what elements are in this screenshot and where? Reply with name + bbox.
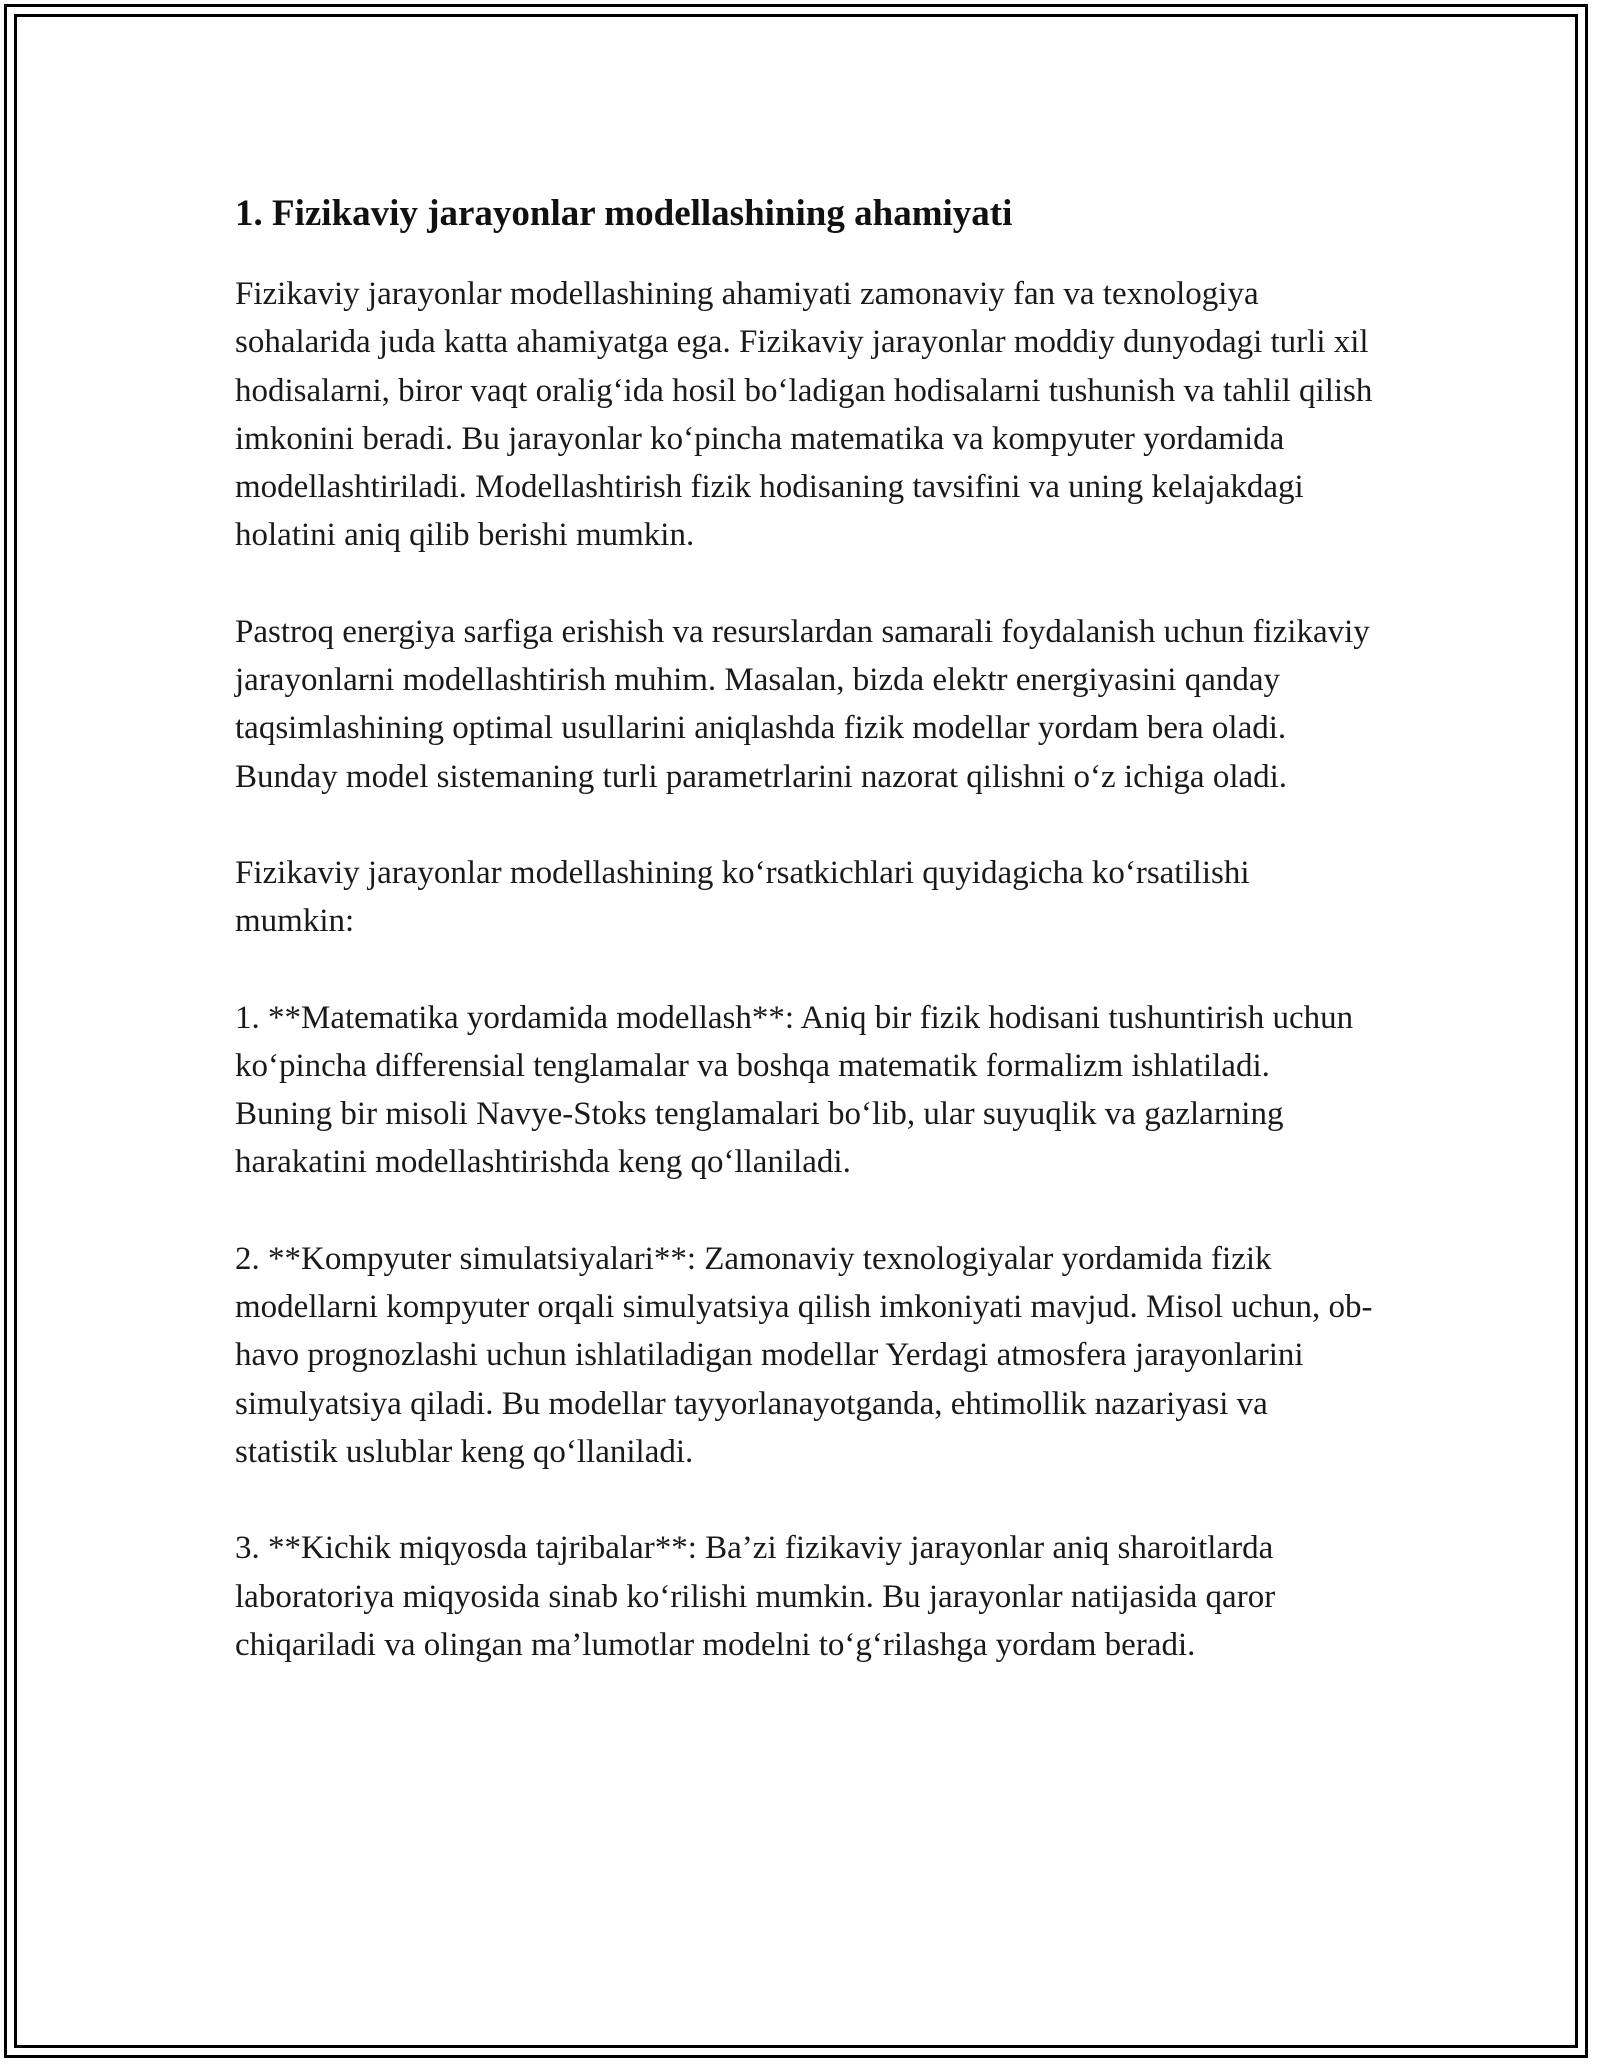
- paragraph-intro: Fizikaviy jarayonlar modellashining ahamiyati zamonaviy fan va texnologiya sohalarida juda katta ahamiyatga ega. Fizikaviy jarayonlar moddiy dunyodagi turli xil hodisalarni, biror vaqt oralig‘ida hosil bo‘ladigan hodisalarni tushunish va tahlil qilish imkonini beradi. Bu jarayonlar ko‘pincha matematika va kompyuter yordamida modellashtiriladi. Modellashtirish fizik hodisaning tavsifini va uning kelajakdagi holatini aniq qilib berishi mumkin.: [235, 276, 1373, 554]
- list-item-computer-simulations: 2. **Kompyuter simulatsiyalari**: Zamonaviy texnologiyalar yordamida fizik modellarni kompyuter orqali simulyatsiya qilish imkoniyati mavjud. Misol uchun, ob-havo prognozlashi uchun ishlatiladigan modellar Yerdagi atmosfera jarayonlarini simulyatsiya qiladi. Bu modellar tayyorlanayotganda, ehtimollik nazariyasi va statistik uslublar keng qo‘llaniladi.: [235, 1240, 1373, 1470]
- list-item-small-scale-experiments: 3. **Kichik miqyosda tajribalar**: Ba’zi fizikaviy jarayonlar aniq sharoitlarda laboratoriya miqyosida sinab ko‘rilishi mumkin. Bu jarayonlar natijasida qaror chiqariladi va olingan ma’lumotlar modelni to‘g‘rilashga yordam beradi.: [235, 1530, 1276, 1663]
- document-body: [235, 188, 1375, 1717]
- paragraph-energy: Pastroq energiya sarfiga erishish va resurslardan samarali foydalanish uchun fizikaviy jarayonlarni modellashtirish muhim. Masalan, bizda elektr energiyasini qanday taqsimlashining optimal usullarini aniqlashda fizik modellar yordam bera oladi. Bunday model sistemaning turli parametrlarini nazorat qilishni o‘z ichiga oladi.: [235, 613, 1370, 795]
- paragraph-indicators-intro: Fizikaviy jarayonlar modellashining ko‘rsatkichlari quyidagicha ko‘rsatilishi mumkin:: [235, 854, 1250, 940]
- section-heading: 1. Fizikaviy jarayonlar modellashining ahamiyati: [235, 193, 1013, 234]
- list-item-math-modeling: 1. **Matematika yordamida modellash**: Aniq bir fizik hodisani tushuntirish uchun ko‘pincha differensial tenglamalar va boshqa matematik formalizm ishlatiladi. Buning bir misoli Navye-Stoks tenglamalari bo‘lib, ular suyuqlik va gazlarning harakatini modellashtirishda keng qo‘llaniladi.: [235, 999, 1354, 1181]
